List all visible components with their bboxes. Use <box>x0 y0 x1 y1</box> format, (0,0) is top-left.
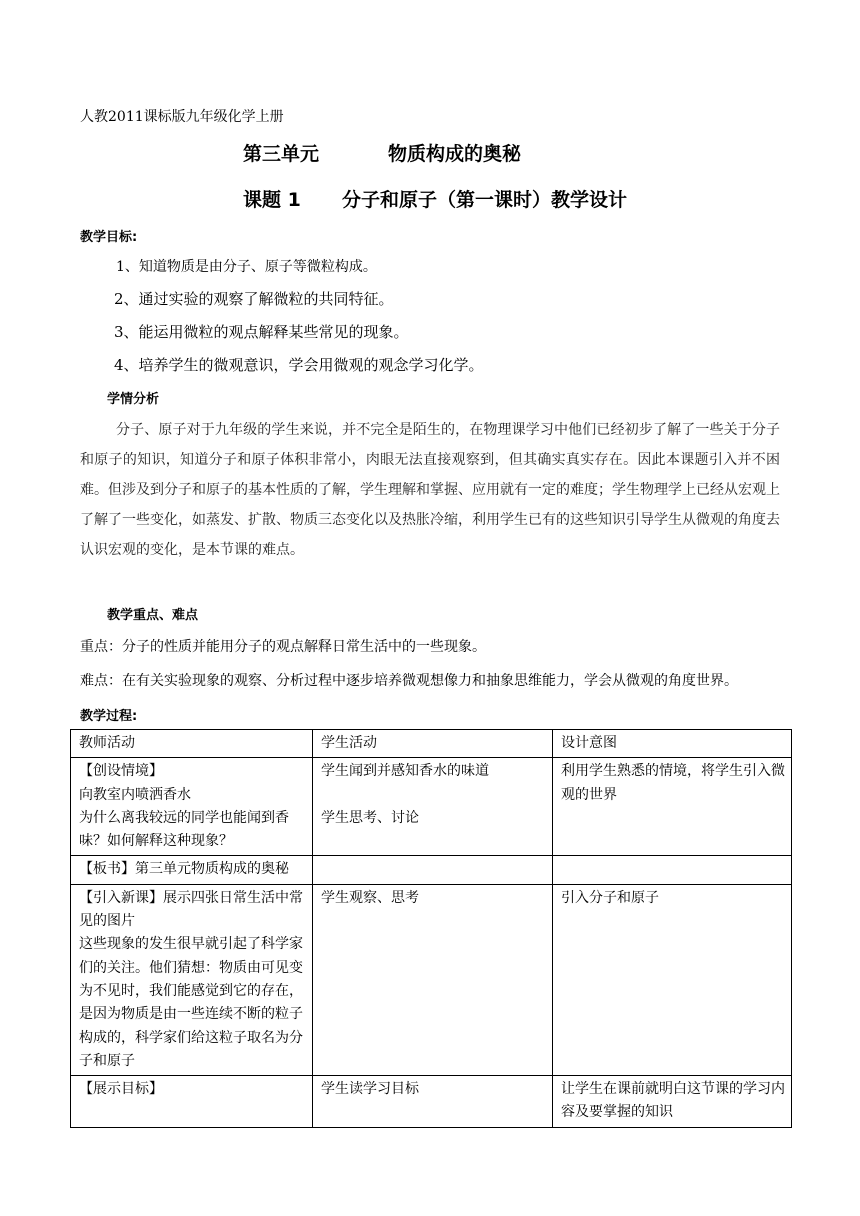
teacher-activity-cell <box>71 758 313 856</box>
key-point-difficulty: 难点：在有关实验现象的观察、分析过程中逐步培养微观想像力和抽象思维能力，学会从微观的角度世界。 <box>80 673 738 689</box>
objective-item: 2、通过实验的观察了解微粒的共同特征。 <box>114 290 394 308</box>
design-intent-cell <box>553 1076 792 1128</box>
cell-text: 学生闻到并感知香水的味道 <box>321 763 489 780</box>
student-activity-cell <box>313 758 553 856</box>
cell-text: 向教室内喷洒香水 <box>79 786 191 803</box>
process-heading: 教学过程: <box>80 709 138 724</box>
cell-text: 让学生在课前就明白这节课的学习内容及要掌握的知识 <box>561 1081 785 1121</box>
objective-item: 1、知道物质是由分子、原子等微粒构成。 <box>116 259 377 275</box>
table-row <box>71 758 792 856</box>
student-activity-cell <box>313 1076 553 1128</box>
design-intent-cell <box>553 856 792 884</box>
cell-text: 这些现象的发生很早就引起了科学家们的关注。他们猜想：物质由可见变为不见时，我们能感觉到它的存在，是因为物质是由一些连续不断的粒子构成的，科学家们给这粒子取名为分子和原子 <box>79 936 303 1069</box>
cell-text: 学生思考、讨论 <box>321 809 419 826</box>
teacher-activity-cell <box>71 1076 313 1128</box>
table-header-row <box>71 730 792 758</box>
document-header: 人教2011课标版九年级化学上册 <box>80 109 284 125</box>
key-points-heading: 教学重点、难点 <box>107 608 199 623</box>
objective-item: 3、能运用微粒的观点解释某些常见的现象。 <box>114 323 409 341</box>
table-row <box>71 884 792 1075</box>
unit-number: 第三单元 <box>243 143 320 165</box>
cell-text: 【创设情境】 <box>79 763 163 780</box>
cell-text: 学生读学习目标 <box>321 1081 419 1098</box>
cell-text: 为什么离我较远的同学也能闻到香味？如何解释这种现象？ <box>79 809 289 850</box>
cell-text: 【引入新课】展示四张日常生活中常见的图片 <box>79 889 303 930</box>
objective-item: 4、培养学生的微观意识，学会用微观的观念学习化学。 <box>114 356 484 374</box>
table-row <box>71 1076 792 1128</box>
cell-text: 利用学生熟悉的情境，将学生引入微观的世界 <box>561 763 785 803</box>
design-intent-cell <box>553 758 792 856</box>
cell-text: 学生观察、思考 <box>321 889 419 906</box>
cell-text: 【板书】第三单元物质构成的奥秘 <box>79 861 289 878</box>
teacher-activity-cell <box>71 856 313 884</box>
column-header-teacher: 教师活动 <box>71 730 313 758</box>
key-point-focus: 重点：分子的性质并能用分子的观点解释日常生活中的一些现象。 <box>80 639 486 655</box>
student-activity-cell <box>313 856 553 884</box>
lesson-number: 课题 1 <box>243 189 301 211</box>
lesson-name: 分子和原子（第一课时）教学设计 <box>342 189 628 211</box>
design-intent-cell <box>553 884 792 1075</box>
unit-name: 物质构成的奥秘 <box>388 143 522 165</box>
objectives-heading: 教学目标: <box>80 230 138 245</box>
cell-text: 引入分子和原子 <box>561 889 659 906</box>
analysis-heading: 学情分析 <box>107 392 160 407</box>
table-row <box>71 856 792 884</box>
cell-text: 【展示目标】 <box>79 1081 163 1098</box>
teacher-activity-cell <box>71 884 313 1075</box>
column-header-intent: 设计意图 <box>553 730 792 758</box>
teaching-process-table <box>70 729 792 1128</box>
column-header-student: 学生活动 <box>313 730 553 758</box>
student-activity-cell <box>313 884 553 1075</box>
analysis-paragraph: 分子、原子对于九年级的学生来说，并不完全是陌生的，在物理课学习中他们已经初步了解了一些关于分子和原子的知识，知道分子和原子体积非常小，肉眼无法直接观察到，但其确实真实存在。因此本课题引入并不困难。但涉及到分子和原子的基本性质的了解，学生理解和掌握、应用就有一定的难度；学生物理学上已经从宏观上了解了一些变化，如蒸发、扩散、物质三态变化以及热胀冷缩，利用学生已有的这些知识引导学生从微观的角度去认识宏观的变化，是本节课的难点。 <box>80 422 780 558</box>
